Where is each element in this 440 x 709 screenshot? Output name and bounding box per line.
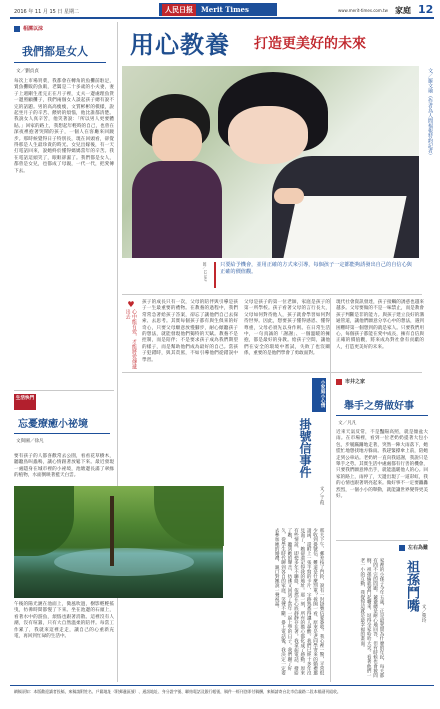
feature-body-col1: 孩子的成長只有一次，父母的陪伴與引導是孩子一生最重要的禮物。在教養的過程中，我們常常急著給孩子答案，卻忘了讓他們自己去探索、去思考。其實每個孩子都有與生俱來的好奇心，只要父母願意放慢腳步，耐心傾聽孩子的想法，就能發現他們獨特的天賦。教養不是控制，而是陪伴；不是要求孩子成為我們期望的樣子，而是幫助他們成為最好的自己。當孩子犯錯時，與其責罵，不如引導他們從錯誤中學習。 bbox=[142, 300, 238, 363]
water-shape bbox=[54, 548, 194, 576]
pull-quote bbox=[123, 300, 139, 370]
tree-shape bbox=[154, 486, 224, 546]
quote-text: 只要給予機會，並用正確的方式來引導，每個孩子一定都能夠誘發出自己的自信心與正確的價值觀。 bbox=[220, 262, 412, 276]
tag-label: 市井之家 bbox=[345, 379, 366, 385]
byline: 文／劉貞貞 bbox=[16, 69, 39, 74]
tag-label: 生活快門 bbox=[15, 396, 35, 401]
title-underline bbox=[14, 62, 106, 63]
child-dress bbox=[132, 161, 222, 258]
byline: 文／于葭 bbox=[319, 486, 324, 505]
byline: 文／蔓玲 bbox=[421, 604, 426, 623]
article-title: 忘憂療癒小祕境 bbox=[18, 419, 88, 430]
logo-block bbox=[159, 3, 277, 16]
feature-body-col3: 現代社會資訊發達，孩子接觸的誘惑也越來越多。父母要做的不是一味禁止，而是教會孩子判斷是非的能力。與孩子建立良好的溝通管道，讓他們願意分享心中的想法，遇到困難時第一個想到的就是家人。只要我們用心，每個孩子都能在愛中成長，擁有自信與正確的價值觀，將來成為對社會有貢獻的人，打造更美好的未來。 bbox=[336, 300, 424, 350]
tree-trunk bbox=[110, 496, 114, 566]
article-body: 近來天氣反常，不是豔陽高照，就是傾盆大雨。在市場裡，看到一位老奶奶提著大包小包，步履蹣跚地走著，突然一陣大雨落下，她慌忙地想找地方躲雨。我趕緊撐傘上前，陪她走到公車站。老奶奶一直向我道謝，我說只是舉手之勞。其實生活中處處都有行善的機會，只要我們願意伸出手，就能溫暖他人的心。回家的路上，雨停了，天邊出現了一道彩虹，我的心情也跟著明亮起來。做好事不一定要轟轟烈烈，一個小小的舉動，就能讓世界變得更美好。 bbox=[336, 430, 428, 500]
mother-face bbox=[228, 106, 308, 164]
square-icon bbox=[399, 545, 405, 551]
feature-quote bbox=[214, 262, 414, 288]
photo-credit: 圖／123RF bbox=[203, 262, 208, 282]
section-tag bbox=[14, 25, 114, 32]
article-title: 我們都是女人 bbox=[22, 45, 88, 58]
feature-photo bbox=[122, 66, 419, 258]
tag-label: 左右為難 bbox=[407, 545, 428, 551]
feature-bottom-hr bbox=[122, 372, 422, 373]
article-women bbox=[14, 25, 114, 387]
tree-shape bbox=[14, 486, 74, 556]
footer-notice: 網稿須知：本版歡迎讀者投稿，來稿請附姓名、戶籍地址（附郵遞區號）、通訊地址、身分證字號、聯絡電話及銀行帳號，稿件一經刊登即付稿酬，來稿請寄台北市信義路二段本報副刊組收。 bbox=[14, 689, 341, 694]
headline-main: 用心教養 bbox=[130, 30, 230, 59]
feature-body-col2: 父母是孩子的第一位老師，家庭是孩子的第一所學校。孩子看著父母的言行長大，父母如何對待他人，孩子就會學習如何對待世界。因此，想要孩子懂得感恩、懂得尊重，父母必須先以身作則。在日常生活中，一句真誠的「謝謝」、一個溫暖的擁抱，都是最好的身教。給孩子空間，讓他們在安全的環境中嘗試，失敗了也沒關係，重要的是他們學會了勇敢面對。 bbox=[244, 300, 330, 357]
mid-col-divider bbox=[330, 298, 331, 682]
byline: 文／凡凡 bbox=[338, 421, 357, 426]
site-url: www.merit-times.com.tw bbox=[338, 8, 388, 13]
logo-cn: 人民日报 bbox=[162, 4, 196, 16]
hand bbox=[274, 188, 304, 204]
section-tag bbox=[399, 544, 428, 551]
left-hr bbox=[14, 390, 114, 391]
section-tag bbox=[336, 378, 428, 385]
article-body: 要有孩子的人都喜歡常去公園，看看花草樹木，聽聽鳥叫蟲鳴，讓心情跟著放鬆下來。最近發現一處隱身在城市裡的小祕境，池塘邊長滿了翠綠的植物，水面倒映著藍天白雲。 bbox=[14, 454, 114, 479]
headline-sub: 打造更美好的未來 bbox=[254, 36, 366, 52]
section-tag-box bbox=[14, 394, 36, 410]
byline: 文與圖／徐凡 bbox=[16, 439, 44, 444]
article-title: 掛號信事件 bbox=[298, 418, 312, 478]
feature-author: 文／羅文瑜（作者為人間福報特約記者） bbox=[427, 68, 433, 158]
title-underline bbox=[336, 415, 428, 416]
article-letter bbox=[228, 378, 328, 683]
title-underline bbox=[14, 433, 110, 434]
right-hr bbox=[336, 540, 428, 541]
paper-sheet bbox=[283, 196, 406, 258]
article-title: 舉手之勞做好事 bbox=[344, 401, 414, 412]
footer-rule bbox=[10, 685, 434, 686]
article-body: 那天下午，郵差按了門鈴，說有一封掛號信要簽收。我心裡一驚，平常很少收到掛號信，難道是什麼罰單？拆開一看，原來是老同學寄來的婚禮邀請函，還附上一張手寫的卡片，字跡熟悉得讓人鼻酸。我們已經十多年沒見面了，她卻還記得我的地址。那一刻，所有的擔心都化成了感動。原來有些情誼，即使多年不聯絡，依然在心底靜靜存在著。我拿起電話，撥給了她，聽到她的聲音，彷彿又回到了當年一起上學的日子。我們聊了好久，從學生時代聊到各自的家庭，笑聲不斷。掛上電話後，我決定一定要去參加她的婚禮，親口對她說一聲祝福。 bbox=[274, 528, 324, 676]
masthead bbox=[0, 0, 440, 22]
issue-date: 2016 年 11 月 15 日 星期二 bbox=[14, 9, 79, 15]
heart-icon: ♥ bbox=[127, 300, 135, 309]
tag-label: 小家庭小心情 bbox=[320, 380, 325, 408]
page-number: 12 bbox=[418, 3, 434, 16]
tag-label: 相濡以沫 bbox=[23, 26, 44, 32]
article-body: 午後的陽光灑在池面上，微風吹過，樹影輕輕搖曳，彷彿時間都慢了下來。坐在池邊的石頭上，看著水中的游魚，煩惱也跟著消散。這裡沒有人潮，沒有喧囂，只有大自然溫柔的陪伴。每當工作累了，我就來這裡走走，讓自己的心重新充電，再回到忙碌的生活中。 bbox=[14, 602, 114, 640]
article-deeds bbox=[336, 378, 428, 538]
article-body: 家裡的小孫子今年五歲，正是最愛問為什麼的年紀，每天都有問不完的問題。爺爺總是耐心地回答，但有時候也會被問倒，祖孫倆就會鬥起嘴來，逗得全家哈哈大笑。看著他們一老一小的互動，我覺得這就是最幸福的畫面。 bbox=[359, 558, 384, 678]
header-rule bbox=[10, 17, 434, 19]
square-icon bbox=[14, 26, 20, 32]
section-name: 家庭 bbox=[395, 6, 411, 15]
article-title: 祖孫鬥嘴 bbox=[404, 560, 419, 612]
pull-quote-text: 心中能有愛，才能將愛傳遞出去 bbox=[124, 309, 137, 369]
child-face bbox=[152, 118, 202, 164]
square-icon bbox=[336, 379, 342, 385]
feature-hr bbox=[122, 294, 422, 295]
feature-headline bbox=[122, 25, 422, 65]
pond-photo bbox=[14, 486, 223, 598]
article-grandpa bbox=[336, 544, 428, 684]
logo-en: Merit Times bbox=[201, 5, 249, 14]
article-body: 每次上市場買菜，我都會在轉角的魚攤前駐足，賣魚攤販的魚販，老闆是二十多歲的小夫妻，妻子上週剛生產完正在月子裡，丈夫一邊處理魚貨一邊照顧攤子，我們兩個女人談起孩子總有說不完的話題。男的高高瘦瘦，文質彬彬的模樣，說起坐月子的辛苦、餵奶的煩惱，他比誰都清楚。我說女人真辛苦，他笑著說：「所以男人更要體貼。」回家的路上，我想起年輕時的自己，也曾在深夜裡抱著哭鬧的孩子，一個人在客廳來回踱步。那時候覺得日子特別長，現在回頭看，卻覺得那是人生最珍貴的時光。女兒出嫁後，有一天打電話回來，說她終於懂得媽媽當年的辛苦。我在電話這頭笑了，眼眶卻濕了。我們都是女人，都曾是女兒，也都成了母親，一代一代，把愛傳下去。 bbox=[14, 79, 114, 174]
